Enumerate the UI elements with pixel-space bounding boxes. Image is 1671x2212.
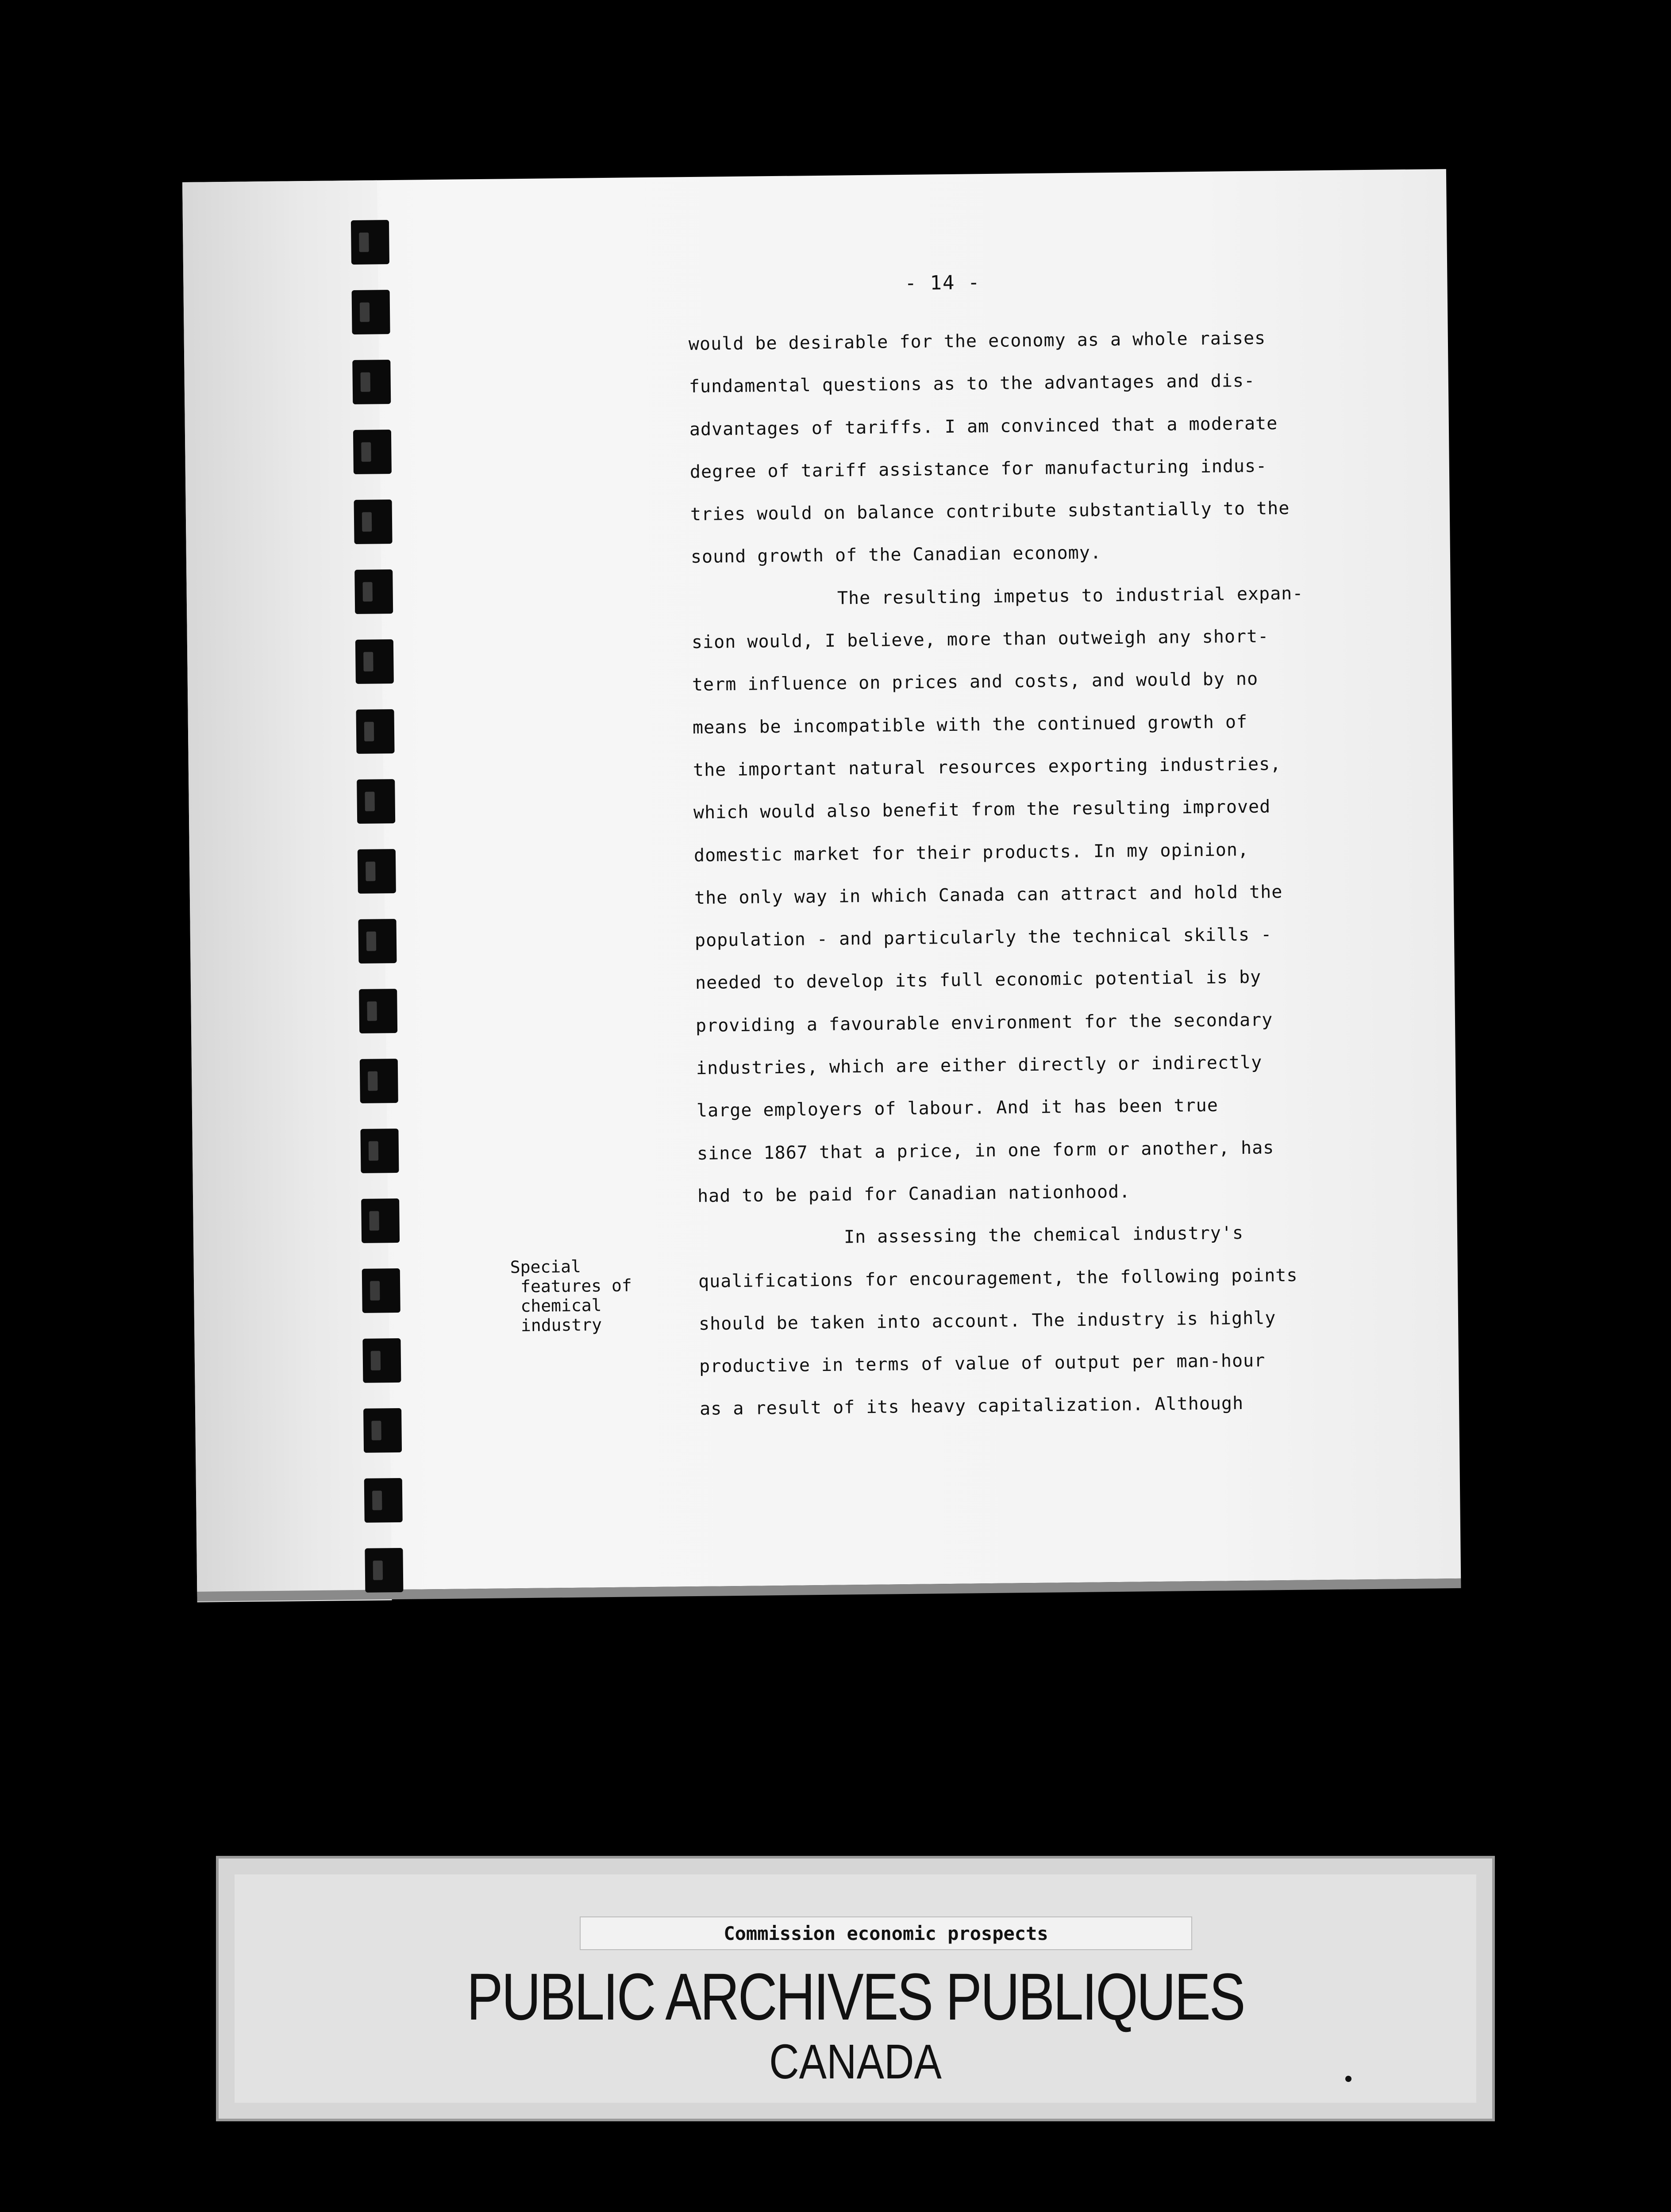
body-text <box>688 315 1408 1430</box>
text-line: productive in terms of value of output per man-hour <box>699 1350 1266 1377</box>
text-line: sound growth of the Canadian economy. <box>690 542 1102 568</box>
text-line: In assessing the chemical industry's <box>843 1223 1244 1248</box>
collection-caption: Commission economic prospects <box>580 1916 1192 1950</box>
scanned-page <box>182 169 1461 1592</box>
margin-note: Special features of chemical industry <box>510 1256 632 1336</box>
binding-ring <box>363 1408 402 1453</box>
text-line: needed to develop its full economic potential is by <box>695 967 1262 994</box>
text-line: qualifications for encouragement, the following points <box>698 1265 1298 1292</box>
archive-subtitle: CANADA <box>769 2035 942 2089</box>
binding-ring <box>362 1338 401 1383</box>
text-line: tries would on balance contribute substantially to the <box>690 498 1290 525</box>
text-line: The resulting impetus to industrial expan- <box>837 583 1304 609</box>
archive-card-inner <box>235 1874 1476 2103</box>
binding-ring <box>352 290 390 334</box>
card-dot-mark <box>1345 2076 1351 2082</box>
text-line: population - and particularly the technical skills - <box>694 924 1272 951</box>
binding-ring <box>355 639 394 684</box>
text-line: industries, which are either directly or indirectly <box>696 1052 1263 1079</box>
binding-ring <box>358 919 397 964</box>
binding-ring <box>352 360 391 404</box>
binding-ring <box>365 1548 403 1593</box>
text-line: degree of tariff assistance for manufacturing indus- <box>689 456 1267 482</box>
binding-ring <box>356 709 395 754</box>
text-line: sion would, I believe, more than outweigh any short- <box>691 626 1269 653</box>
text-line: advantages of tariffs. I am convinced that a moderate <box>689 413 1278 440</box>
binding-ring <box>361 1198 400 1243</box>
binding-ring <box>354 569 393 614</box>
binding-ring <box>357 779 395 824</box>
text-line: the important natural resources exporting industries, <box>693 754 1282 780</box>
text-line: fundamental questions as to the advantages and dis- <box>689 370 1255 397</box>
text-line: should be taken into account. The industry is highly <box>698 1308 1276 1334</box>
text-line: means be incompatible with the continued growth of <box>692 711 1248 738</box>
binding-ring <box>359 989 397 1033</box>
binding-ring <box>360 1059 398 1103</box>
archive-label-card <box>216 1856 1495 2121</box>
binding-ring <box>353 430 392 474</box>
binding-ring <box>360 1129 399 1173</box>
text-line: had to be paid for Canadian nationhood. <box>697 1181 1131 1206</box>
text-line: term influence on prices and costs, and would by no <box>692 668 1259 695</box>
text-line: as a result of its heavy capitalization. Although <box>699 1393 1244 1420</box>
binding-ring <box>351 220 389 265</box>
binding-ring <box>354 499 393 544</box>
binding-ring <box>362 1268 400 1313</box>
text-line: providing a favourable environment for the secondary <box>695 1010 1273 1036</box>
binding-ring <box>358 849 396 894</box>
archive-title: PUBLIC ARCHIVES PUBLIQUES <box>466 1959 1244 2034</box>
text-line: since 1867 that a price, in one form or another, has <box>697 1137 1274 1164</box>
text-line: the only way in which Canada can attract and hold the <box>694 881 1283 908</box>
binding-ring <box>364 1478 403 1523</box>
text-line: would be desirable for the economy as a whole raises <box>688 328 1266 355</box>
text-line: large employers of labour. And it has been true <box>696 1095 1219 1121</box>
page-number: - 14 - <box>905 271 981 295</box>
text-line: which would also benefit from the resulting improved <box>693 796 1271 823</box>
text-line: domestic market for their products. In my opinion, <box>693 839 1249 866</box>
